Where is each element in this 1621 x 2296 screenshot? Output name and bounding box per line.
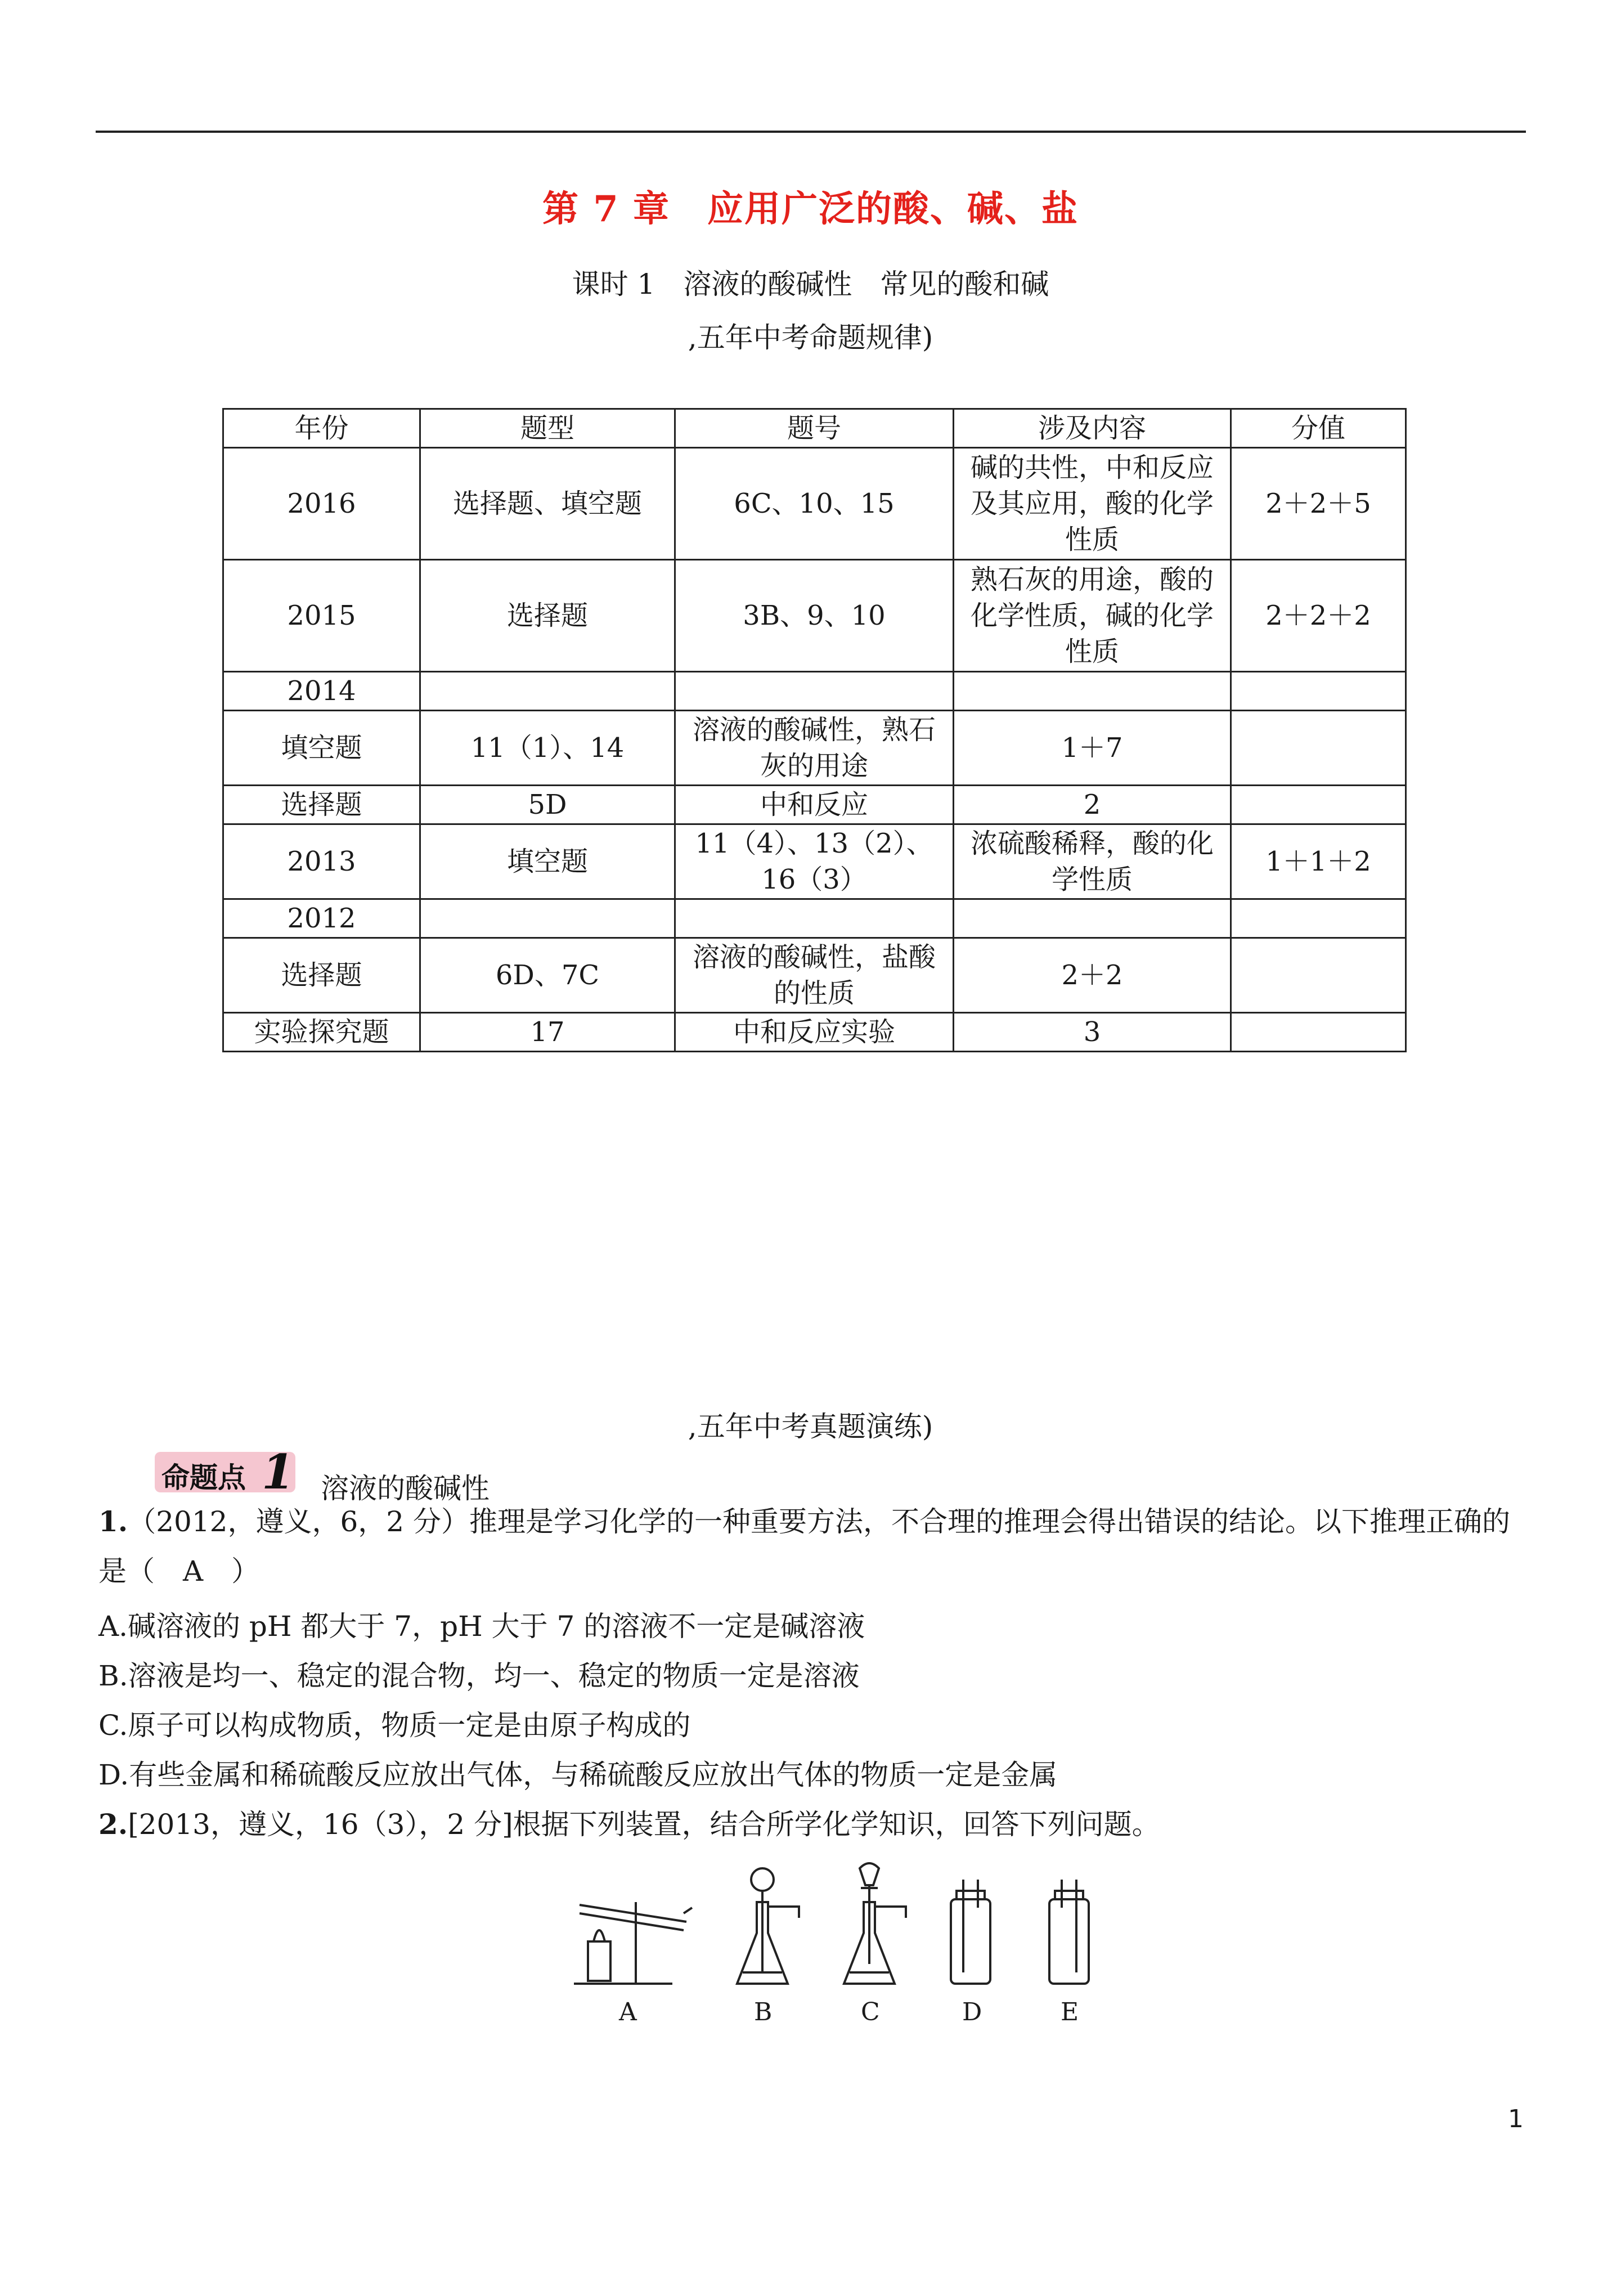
option-d: D.有些金属和稀硫酸反应放出气体，与稀硫酸反应放出气体的物质一定是金属 xyxy=(98,1759,1058,1791)
table-cell: 11（4）、13（2）、16（3） xyxy=(675,824,954,899)
table-row xyxy=(223,711,1406,786)
lab-apparatus-figure xyxy=(563,1857,1125,2037)
table-cell: 碱的共性，中和反应及其应用，酸的化学性质 xyxy=(954,448,1231,560)
table-cell: 3B、9、10 xyxy=(675,560,954,672)
apparatus-a xyxy=(574,1902,692,1984)
figure-label-b: B xyxy=(754,1998,773,2026)
table-cell: 6C、10、15 xyxy=(675,448,954,560)
page-number: 1 xyxy=(1508,2105,1524,2133)
table-cell: 2＋2 xyxy=(954,938,1231,1013)
header-cell: 分值 xyxy=(1231,409,1406,448)
table-cell: 溶液的酸碱性，盐酸的性质 xyxy=(675,938,954,1013)
table-cell: 中和反应实验 xyxy=(675,1013,954,1052)
table-cell xyxy=(675,672,954,711)
figure-label-a: A xyxy=(619,1998,637,2026)
table-cell: 选择题 xyxy=(223,786,420,824)
question-2 xyxy=(98,1802,1160,1842)
exam-statistics-table xyxy=(222,408,1407,1052)
table-row xyxy=(223,672,1406,711)
table-cell: 2016 xyxy=(223,448,420,560)
table-row xyxy=(223,899,1406,938)
tag-label: 命题点 xyxy=(161,1461,246,1494)
question-1 xyxy=(98,1497,1528,1596)
table-cell xyxy=(1231,786,1406,824)
section-heading-exercises: ,五年中考真题演练) xyxy=(688,1410,933,1443)
table-cell: 11（1）、14 xyxy=(420,711,675,786)
table-cell: 实验探究题 xyxy=(223,1013,420,1052)
table-cell: 2＋2＋5 xyxy=(1231,448,1406,560)
table-cell: 溶液的酸碱性，熟石灰的用途 xyxy=(675,711,954,786)
apparatus-drawing xyxy=(563,1857,1125,1998)
apparatus-b xyxy=(737,1868,799,1984)
table-cell: 1＋7 xyxy=(954,711,1231,786)
table-cell: 6D、7C xyxy=(420,938,675,1013)
table-cell: 选择题 xyxy=(420,560,675,672)
table-cell: 浓硫酸稀释，酸的化学性质 xyxy=(954,824,1231,899)
table-cell xyxy=(1231,711,1406,786)
table-cell xyxy=(1231,1013,1406,1052)
header-cell: 题号 xyxy=(675,409,954,448)
apparatus-d xyxy=(951,1880,990,1984)
topic-title: 溶液的酸碱性 xyxy=(321,1472,490,1505)
section-heading-rules: ,五年中考命题规律) xyxy=(688,321,933,354)
question-number: 2. xyxy=(98,1808,128,1841)
table-cell: 选择题 xyxy=(223,938,420,1013)
option-c: C.原子可以构成物质，物质一定是由原子构成的 xyxy=(98,1709,691,1742)
table-cell: 2012 xyxy=(223,899,420,938)
figure-label-c: C xyxy=(861,1998,880,2026)
question-stem: （2012，遵义，6，2 分）推理是学习化学的一种重要方法，不合理的推理会得出错误的结论。以下推理正确的是（ A ） xyxy=(98,1505,1510,1588)
table-cell: 2015 xyxy=(223,560,420,672)
table-row xyxy=(223,560,1406,672)
table-cell: 2013 xyxy=(223,824,420,899)
table-cell xyxy=(954,672,1231,711)
table-cell: 2＋2＋2 xyxy=(1231,560,1406,672)
table-cell: 17 xyxy=(420,1013,675,1052)
table-cell xyxy=(675,899,954,938)
table-cell: 填空题 xyxy=(223,711,420,786)
top-rule xyxy=(96,131,1526,133)
table-cell: 5D xyxy=(420,786,675,824)
table-cell xyxy=(1231,899,1406,938)
table-row xyxy=(223,786,1406,824)
table-cell: 中和反应 xyxy=(675,786,954,824)
table-cell: 2014 xyxy=(223,672,420,711)
table-row xyxy=(223,448,1406,560)
question-stem: [2013，遵义，16（3），2 分]根据下列装置，结合所学化学知识，回答下列问题。 xyxy=(128,1808,1160,1841)
figure-label-e: E xyxy=(1061,1998,1079,2026)
tag-number: 1 xyxy=(262,1444,295,1500)
table-row xyxy=(223,1013,1406,1052)
table-cell xyxy=(1231,938,1406,1013)
option-b: B.溶液是均一、稳定的混合物，均一、稳定的物质一定是溶液 xyxy=(98,1660,860,1692)
header-cell: 涉及内容 xyxy=(954,409,1231,448)
table-cell: 1＋1＋2 xyxy=(1231,824,1406,899)
table-cell: 2 xyxy=(954,786,1231,824)
apparatus-c xyxy=(844,1863,906,1984)
table-cell xyxy=(420,672,675,711)
table-cell: 填空题 xyxy=(420,824,675,899)
table-cell: 熟石灰的用途，酸的化学性质，碱的化学性质 xyxy=(954,560,1231,672)
table-row xyxy=(223,824,1406,899)
lesson-subtitle: 课时 1 溶液的酸碱性 常见的酸和碱 xyxy=(572,268,1049,301)
question-number: 1. xyxy=(98,1505,128,1538)
figure-label-d: D xyxy=(962,1998,982,2026)
topic-tag xyxy=(155,1444,295,1500)
header-cell: 题型 xyxy=(420,409,675,448)
table-cell xyxy=(1231,672,1406,711)
option-a: A.碱溶液的 pH 都大于 7，pH 大于 7 的溶液不一定是碱溶液 xyxy=(98,1610,865,1643)
table-cell: 3 xyxy=(954,1013,1231,1052)
table-cell xyxy=(420,899,675,938)
apparatus-e xyxy=(1049,1880,1089,1984)
header-cell: 年份 xyxy=(223,409,420,448)
table-header-row xyxy=(223,409,1406,448)
chapter-title: 第 7 章 应用广泛的酸、碱、盐 xyxy=(542,188,1079,230)
table-cell xyxy=(954,899,1231,938)
table-cell: 选择题、填空题 xyxy=(420,448,675,560)
table-row xyxy=(223,938,1406,1013)
